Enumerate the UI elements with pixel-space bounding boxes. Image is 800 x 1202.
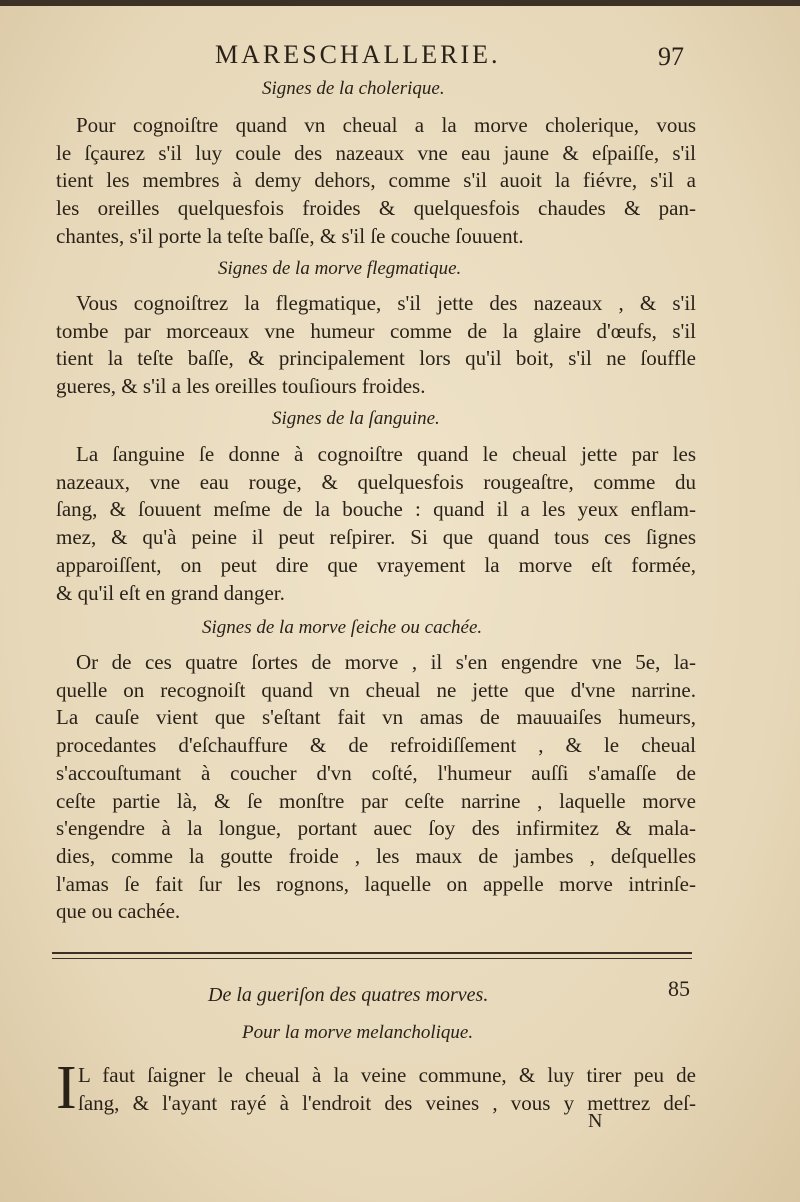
paragraph-seiche xyxy=(56,649,696,926)
text-line: tient les membres à demy dehors, comme s'il auoit la fiévre, s'il a xyxy=(56,168,696,193)
signature-mark: N xyxy=(588,1110,603,1132)
chapter-title: De la gueriſon des quatres morves. xyxy=(208,984,489,1006)
text-line: apparoiſſent, on peut dire que vrayement la morve eſt formée, xyxy=(56,552,696,577)
text-line: quelle on recognoiſt quand vn cheual ne jette que d'vne narrine. xyxy=(56,677,696,702)
text-line: s'accouſtumant à coucher d'vn coſté, l'humeur auſſi s'amaſſe de xyxy=(56,760,696,785)
subheading-melancholique: Pour la morve melancholique. xyxy=(242,1022,474,1043)
section-heading-seiche: Signes de la morve ſeiche ou cachée. xyxy=(202,617,483,638)
paragraph-flegmatique xyxy=(56,290,696,401)
text-line: s'engendre à la longue, portant auec ſoy des infirmitez & mala- xyxy=(56,816,696,841)
text-line: que ou cachée. xyxy=(56,899,181,924)
paragraph-cholerique xyxy=(56,112,696,251)
text-line: La cauſe vient que s'eſtant fait vn amas de mauuaiſes humeurs, xyxy=(56,705,696,730)
text-line: procedantes d'eſchauffure & de refroidiſſement , & le cheual xyxy=(56,733,696,758)
page-number: 97 xyxy=(658,42,684,71)
text-line: gueres, & s'il a les oreilles touſiours froides. xyxy=(56,374,426,399)
text-line: Or de ces quatre ſortes de morve , il s'en engendre vne 5e, la- xyxy=(76,650,696,674)
drop-cap: I xyxy=(56,1054,77,1122)
text-line: ceſte partie là, & ſe monſtre par ceſte narrine , laquelle morve xyxy=(56,788,696,813)
section-divider-rule xyxy=(52,952,692,959)
text-line: nazeaux, vne eau rouge, & quelquesfois rougeaſtre, comme du xyxy=(56,469,696,494)
page-header xyxy=(0,38,800,72)
text-line: & qu'il eſt en grand danger. xyxy=(56,580,285,605)
text-line: Pour cognoiſtre quand vn cheual a la morve cholerique, vous xyxy=(76,113,696,137)
text-line: ſang, & l'ayant rayé à l'endroit des veines , vous y mettrez deſ- xyxy=(78,1090,696,1115)
text-line: l'amas ſe fait ſur les rognons, laquelle on appelle morve intrinſe- xyxy=(56,871,696,896)
paragraph-melancholique xyxy=(78,1062,696,1117)
running-head: MARESCHALLERIE. xyxy=(215,40,501,69)
text-line: les oreilles quelquesfois froides & quelquesfois chaudes & pan- xyxy=(56,196,696,221)
text-line: mez, & qu'à peine il peut reſpirer. Si que quand tous ces ſignes xyxy=(56,525,696,550)
text-line: chantes, s'il porte la teſte baſſe, & s'il ſe couche ſouuent. xyxy=(56,223,524,248)
text-line: Vous cognoiſtrez la flegmatique, s'il jette des nazeaux , & s'il xyxy=(76,291,696,315)
section-heading-flegmatique: Signes de la morve flegmatique. xyxy=(218,258,462,279)
text-line: dies, comme la goutte froide , les maux de jambes , deſquelles xyxy=(56,843,696,868)
text-line: tombe par morceaux vne humeur comme de la glaire d'œufs, s'il xyxy=(56,318,696,343)
text-line: L faut ſaigner le cheual à la veine commune, & luy tirer peu de xyxy=(78,1063,696,1087)
text-line: ſang, & ſouuent meſme de la bouche : quand il a les yeux enflam- xyxy=(56,497,696,522)
text-line: La ſanguine ſe donne à cognoiſtre quand le cheual jette par les xyxy=(76,442,696,466)
section-heading-cholerique: Signes de la cholerique. xyxy=(262,78,445,99)
paragraph-sanguine xyxy=(56,441,696,607)
margin-number: 85 xyxy=(668,976,690,1001)
page-top-edge xyxy=(0,0,800,6)
section-heading-sanguine: Signes de la ſanguine. xyxy=(272,408,440,429)
text-line: tient la teſte baſſe, & principalement lors qu'il boit, s'il ne ſouffle xyxy=(56,346,696,371)
text-line: le ſçaurez s'il luy coule des nazeaux vne eau jaune & eſpaiſſe, s'il xyxy=(56,140,696,165)
